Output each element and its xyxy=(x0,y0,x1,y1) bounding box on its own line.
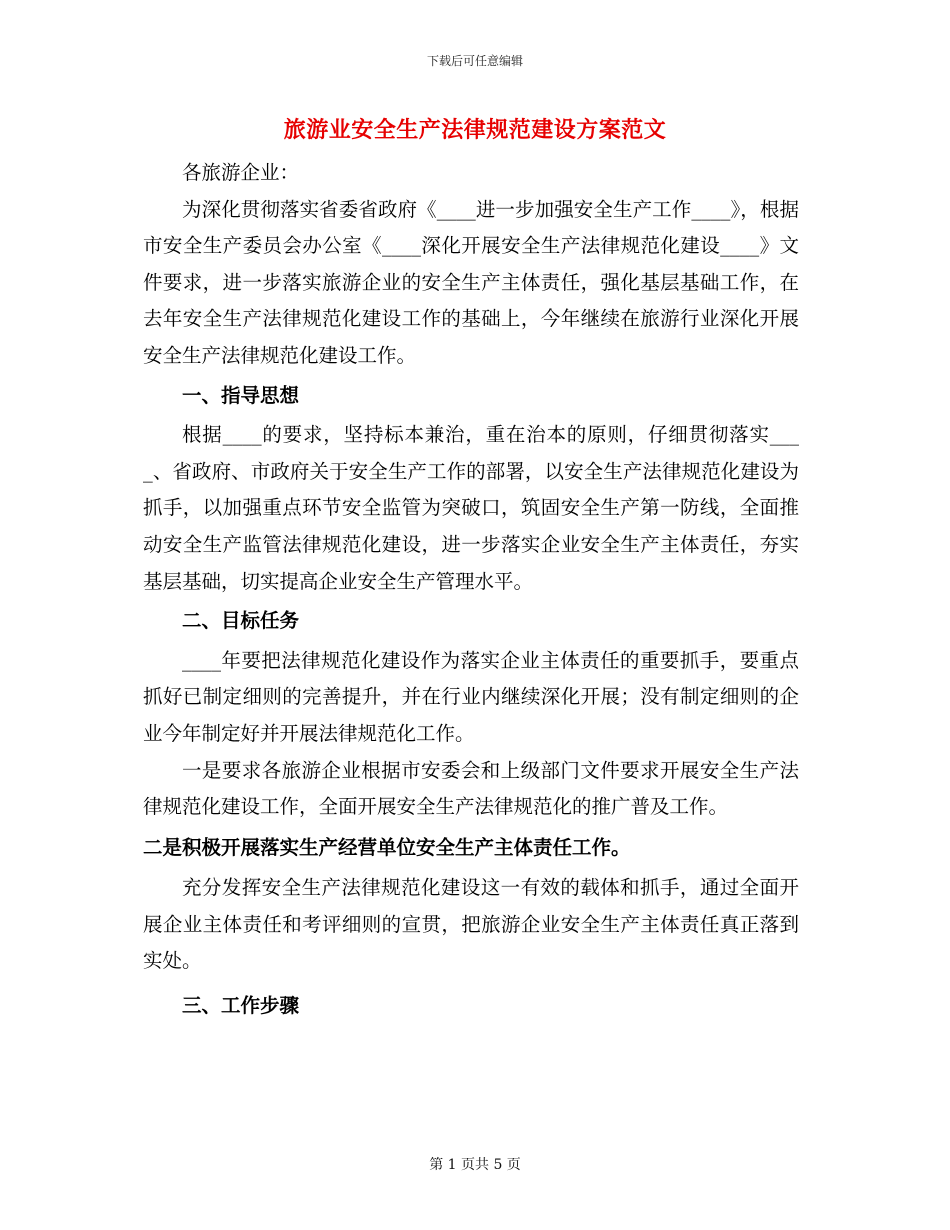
section-body-guiding-ideology: 根据____的要求，坚持标本兼治，重在治本的原则，仔细贯彻落实____、省政府、市政府关于安全生产工作的部署，以安全生产法律规范化建设为抓手，以加强重点环节安全监管为突破口，筑固安全生产第一防线，全面推动安全生产监管法律规范化建设，进一步落实企业安全生产主体责任，夯实基层基础，切实提高企业安全生产管理水平。 xyxy=(143,423,799,593)
section-heading-goals: 二、目标任务 xyxy=(182,609,300,633)
section-body-goals-2: 一是要求各旅游企业根据市安委会和上级部门文件要求开展安全生产法律规范化建设工作，全面开展安全生产法律规范化的推广普及工作。 xyxy=(143,758,799,819)
salutation: 各旅游企业： xyxy=(182,161,300,184)
section-heading-guiding-ideology: 一、指导思想 xyxy=(182,383,300,407)
page-header-note: 下载后可任意编辑 xyxy=(426,54,523,68)
section-body-goals-3: 充分发挥安全生产法律规范化建设这一有效的载体和抓手，通过全面开展企业主体责任和考评细则的宣贯，把旅游企业安全生产主体责任真正落到实处。 xyxy=(143,876,799,973)
page-number: 第 1 页共 5 页 xyxy=(429,1157,521,1173)
document-body xyxy=(143,155,799,1028)
intro-paragraph: 为深化贯彻落实省委省政府《____进一步加强安全生产工作____》，根据市安全生产委员会办公室《____深化开展安全生产法律规范化建设____》文件要求，进一步落实旅游企业的安全生产主体责任，强化基层基础工作，在去年安全生产法律规范化建设工作的基础上，今年继续在旅游行业深化开展安全生产法律规范化建设工作。 xyxy=(143,197,799,367)
section-bold-line-responsibility: 二是积极开展落实生产经营单位安全生产主体责任工作。 xyxy=(143,835,631,859)
document-title: 旅游业安全生产法律规范建设方案范文 xyxy=(283,117,667,143)
section-body-goals-1: ____年要把法律规范化建设作为落实企业主体责任的重要抓手，要重点抓好已制定细则的完善提升，并在行业内继续深化开展；没有制定细则的企业今年制定好并开展法律规范化工作。 xyxy=(143,648,799,745)
section-heading-work-steps: 三、工作步骤 xyxy=(182,994,300,1018)
